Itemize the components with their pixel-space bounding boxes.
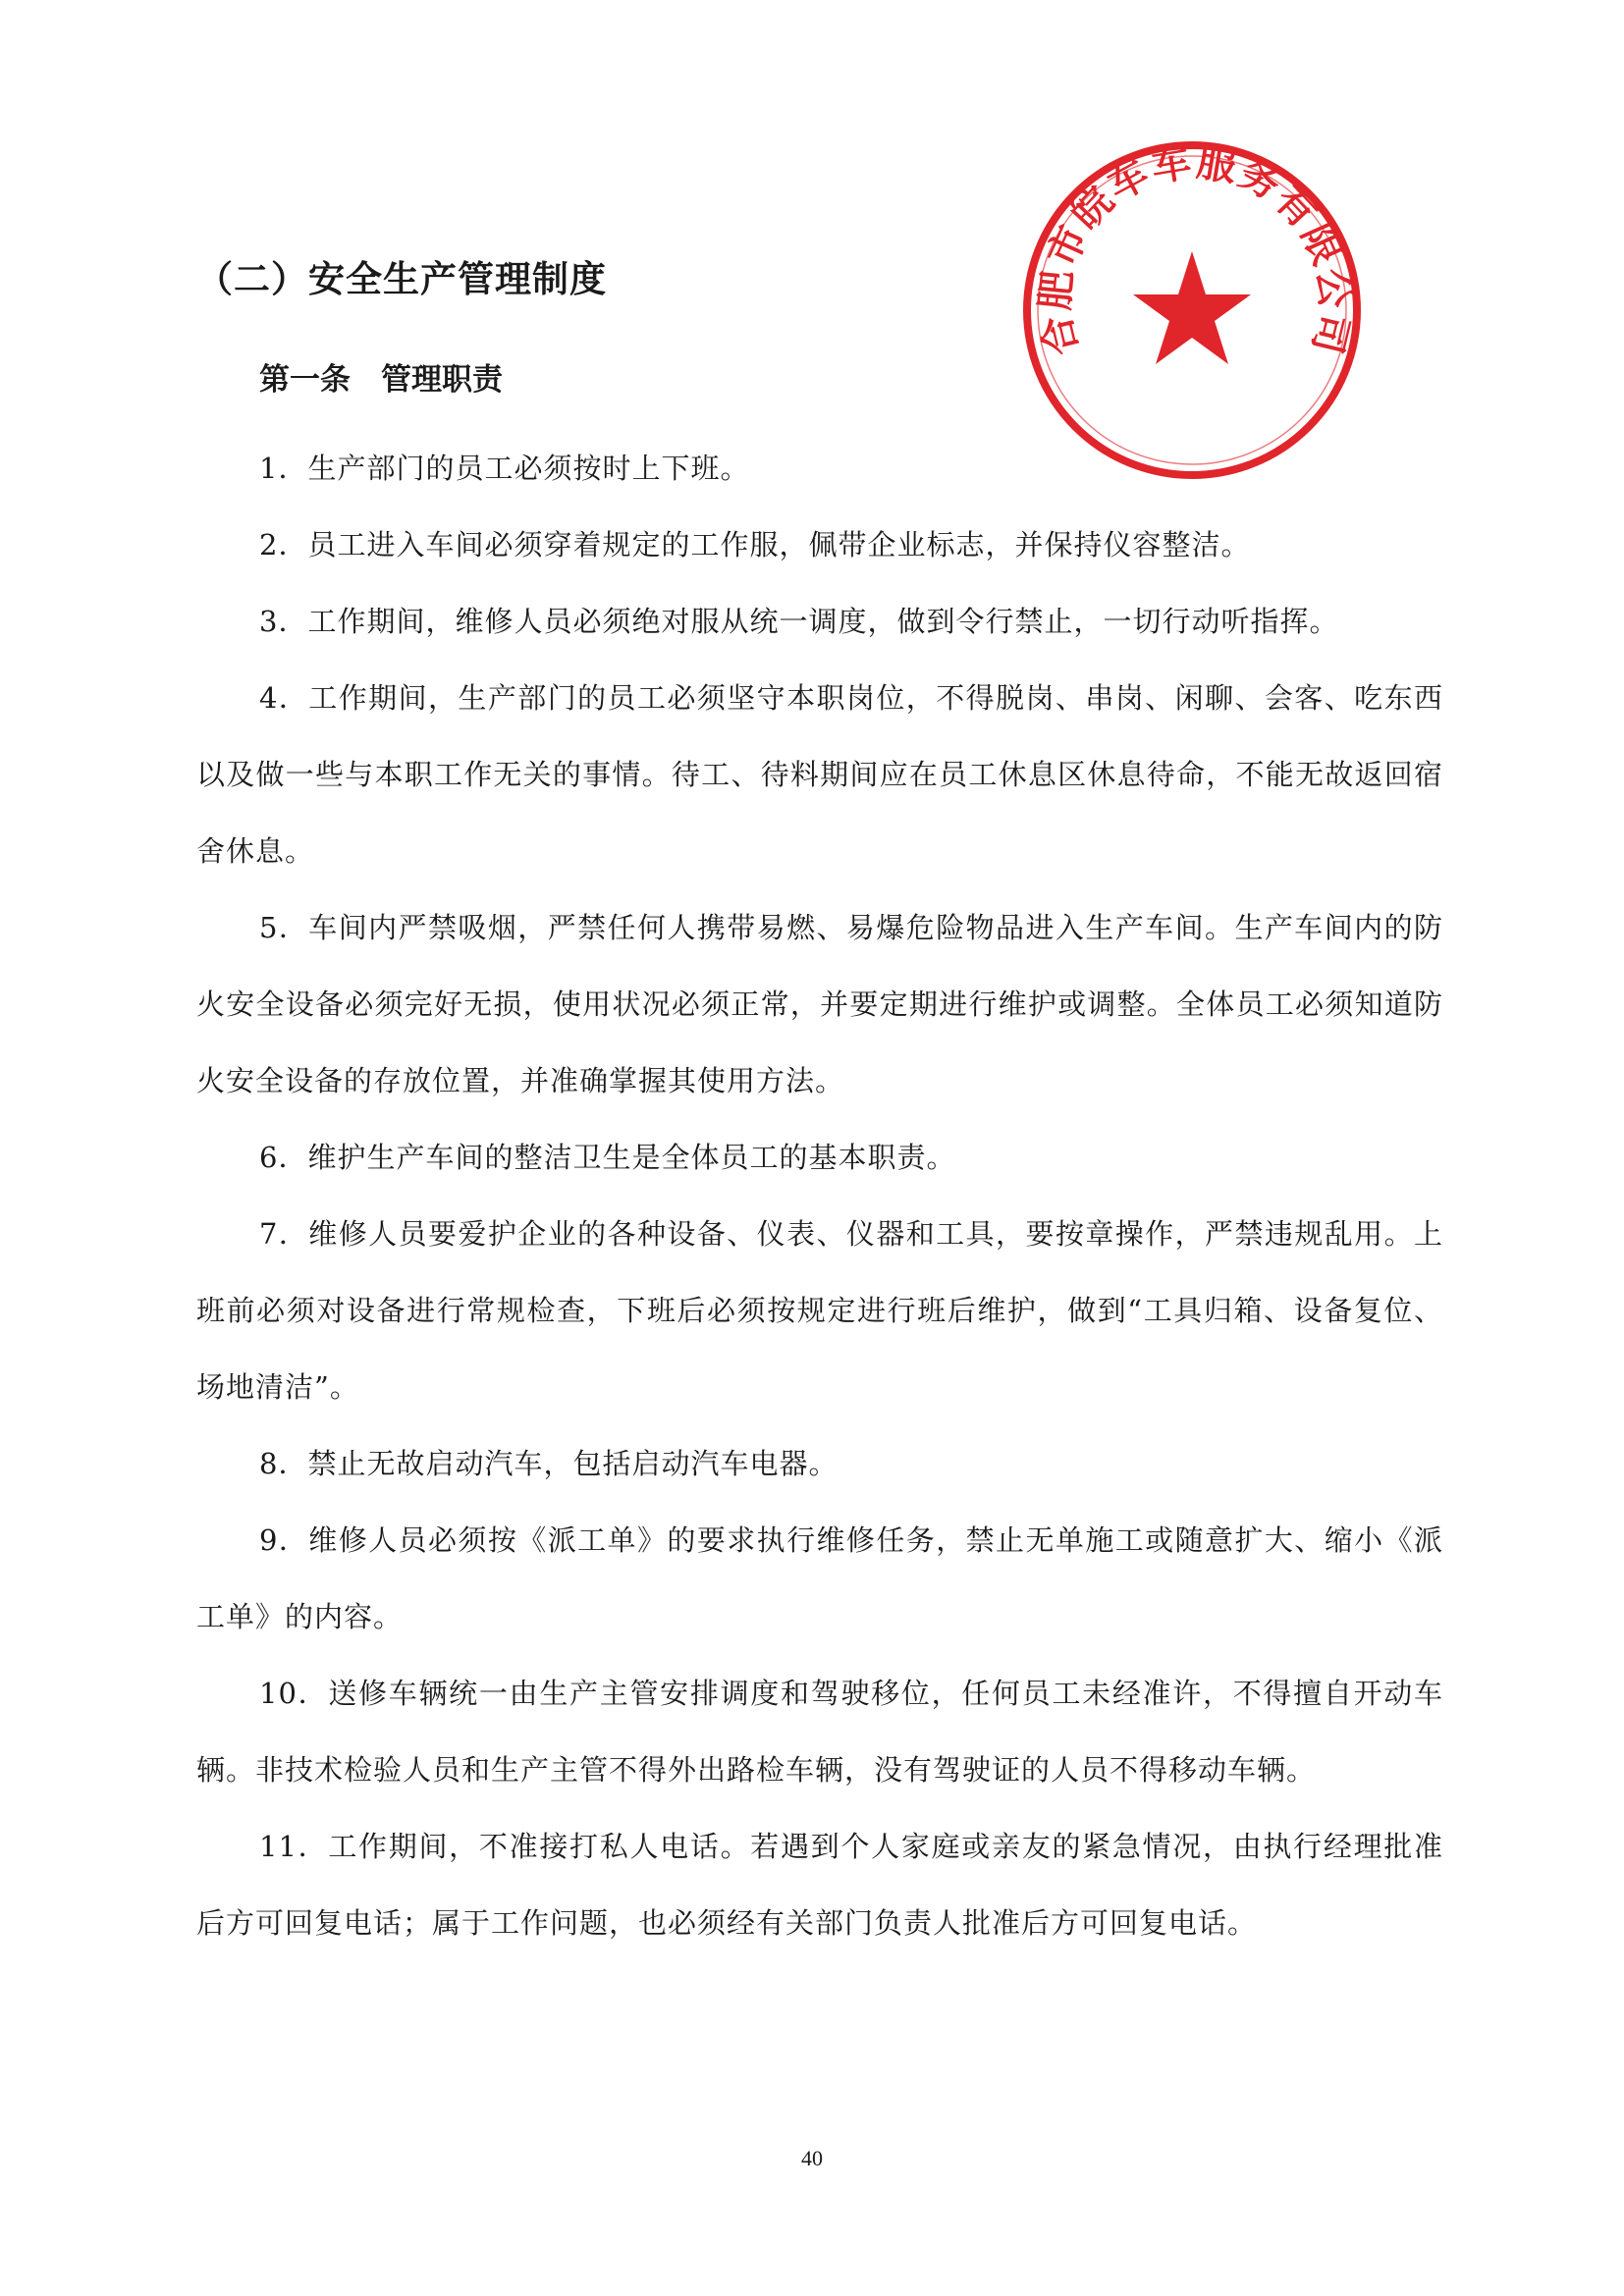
- section-heading: （二）安全生产管理制度: [196, 258, 607, 300]
- seal-star-icon: [1133, 251, 1251, 364]
- paragraph-11: 11．工作期间，不准接打私人电话。若遇到个人家庭或亲友的紧急情况，由执行经理批准后方可回复电话；属于工作问题，也必须经有关部门负责人批准后方可回复电话。: [196, 1830, 1443, 1940]
- paragraph-9: 9．维修人员必须按《派工单》的要求执行维修任务，禁止无单施工或随意扩大、缩小《派工单》的内容。: [196, 1523, 1443, 1633]
- page-number: 40: [801, 2146, 823, 2170]
- paragraph-7: 7．维修人员要爱护企业的各种设备、仪表、仪器和工具，要按章操作，严禁违规乱用。上班前必须对设备进行常规检查，下班后必须按规定进行班后维护，做到“工具归箱、设备复位、场地清洁”。: [196, 1217, 1443, 1404]
- paragraph-1: 1．生产部门的员工必须按时上下班。: [259, 452, 750, 485]
- paragraph-3: 3．工作期间，维修人员必须绝对服从统一调度，做到令行禁止，一切行动听指挥。: [259, 605, 1339, 638]
- paragraph-8: 8．禁止无故启动汽车，包括启动汽车电器。: [259, 1447, 839, 1480]
- article-heading: 第一条 管理职责: [259, 362, 503, 398]
- paragraph-6: 6．维护生产车间的整洁卫生是全体员工的基本职责。: [259, 1141, 956, 1174]
- body-text: [196, 430, 1443, 1961]
- paragraph-4: 4．工作期间，生产部门的员工必须坚守本职岗位，不得脱岗、串岗、闲聊、会客、吃东西以及做一些与本职工作无关的事情。待工、待料期间应在员工休息区休息待命，不能无故返回宿舍休息。: [196, 681, 1443, 868]
- paragraph-5: 5．车间内严禁吸烟，严禁任何人携带易燃、易爆危险物品进入生产车间。生产车间内的防火安全设备必须完好无损，使用状况必须正常，并要定期进行维护或调整。全体员工必须知道防火安全设备的存放位置，并准确掌握其使用方法。: [196, 911, 1443, 1097]
- paragraph-10: 10．送修车辆统一由生产主管安排调度和驾驶移位，任何员工未经准许，不得擅自开动车辆。非技术检验人员和生产主管不得外出路检车辆，没有驾驶证的人员不得移动车辆。: [196, 1677, 1443, 1787]
- paragraph-2: 2．员工进入车间必须穿着规定的工作服，佩带企业标志，并保持仪容整洁。: [259, 528, 1251, 561]
- seal-text: 合肥市皖车车服务有限公司: [1032, 139, 1358, 360]
